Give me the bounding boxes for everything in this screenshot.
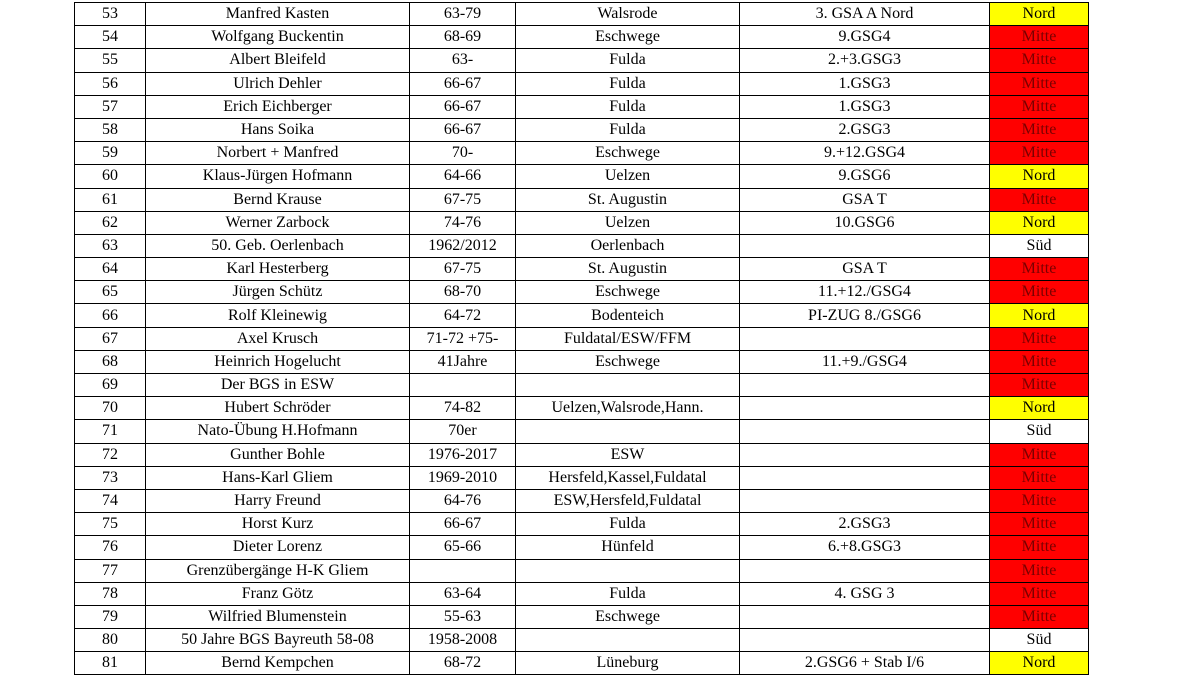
region-cell: Nord <box>990 397 1089 420</box>
years-cell: 68-70 <box>410 281 516 304</box>
row-number-cell: 73 <box>75 466 146 489</box>
unit-cell <box>740 605 990 628</box>
name-cell: Norbert + Manfred <box>146 142 410 165</box>
unit-cell <box>740 420 990 443</box>
unit-cell <box>740 629 990 652</box>
table-row <box>75 420 1089 443</box>
table-row <box>75 374 1089 397</box>
region-cell: Mitte <box>990 72 1089 95</box>
row-number-cell: 62 <box>75 211 146 234</box>
place-cell: Eschwege <box>516 281 740 304</box>
region-cell: Süd <box>990 629 1089 652</box>
years-cell: 66-67 <box>410 118 516 141</box>
table-row <box>75 26 1089 49</box>
table-row <box>75 142 1089 165</box>
table-row <box>75 582 1089 605</box>
place-cell: Bodenteich <box>516 304 740 327</box>
table-row <box>75 49 1089 72</box>
place-cell: Fulda <box>516 95 740 118</box>
name-cell: Klaus-Jürgen Hofmann <box>146 165 410 188</box>
place-cell: St. Augustin <box>516 258 740 281</box>
years-cell <box>410 374 516 397</box>
region-cell: Süd <box>990 420 1089 443</box>
years-cell: 67-75 <box>410 188 516 211</box>
years-cell: 65-66 <box>410 536 516 559</box>
years-cell: 64-72 <box>410 304 516 327</box>
region-cell: Nord <box>990 165 1089 188</box>
unit-cell: 9.GSG6 <box>740 165 990 188</box>
table-row <box>75 3 1089 26</box>
name-cell: Heinrich Hogelucht <box>146 350 410 373</box>
years-cell: 1969-2010 <box>410 466 516 489</box>
unit-cell <box>740 466 990 489</box>
name-cell: Erich Eichberger <box>146 95 410 118</box>
region-cell: Mitte <box>990 95 1089 118</box>
table-row <box>75 489 1089 512</box>
place-cell: Eschwege <box>516 142 740 165</box>
table-row <box>75 536 1089 559</box>
unit-cell <box>740 234 990 257</box>
years-cell: 68-69 <box>410 26 516 49</box>
region-cell: Nord <box>990 211 1089 234</box>
place-cell: Fulda <box>516 72 740 95</box>
region-cell: Mitte <box>990 605 1089 628</box>
name-cell: Werner Zarbock <box>146 211 410 234</box>
unit-cell: 9.GSG4 <box>740 26 990 49</box>
unit-cell <box>740 559 990 582</box>
table-row <box>75 443 1089 466</box>
place-cell: Uelzen <box>516 165 740 188</box>
years-cell: 66-67 <box>410 513 516 536</box>
years-cell: 41Jahre <box>410 350 516 373</box>
region-cell: Mitte <box>990 559 1089 582</box>
place-cell: ESW,Hersfeld,Fuldatal <box>516 489 740 512</box>
name-cell: Der BGS in ESW <box>146 374 410 397</box>
name-cell: Gunther Bohle <box>146 443 410 466</box>
name-cell: Horst Kurz <box>146 513 410 536</box>
table-body <box>75 3 1089 675</box>
region-cell: Mitte <box>990 489 1089 512</box>
table-row <box>75 559 1089 582</box>
row-number-cell: 55 <box>75 49 146 72</box>
region-cell: Mitte <box>990 142 1089 165</box>
name-cell: Nato-Übung H.Hofmann <box>146 420 410 443</box>
name-cell: Jürgen Schütz <box>146 281 410 304</box>
place-cell: Fulda <box>516 513 740 536</box>
years-cell: 68-72 <box>410 652 516 675</box>
unit-cell: 4. GSG 3 <box>740 582 990 605</box>
row-number-cell: 56 <box>75 72 146 95</box>
row-number-cell: 76 <box>75 536 146 559</box>
unit-cell: 1.GSG3 <box>740 72 990 95</box>
table-row <box>75 397 1089 420</box>
name-cell: Hans-Karl Gliem <box>146 466 410 489</box>
table-row <box>75 281 1089 304</box>
unit-cell: GSA T <box>740 258 990 281</box>
row-number-cell: 75 <box>75 513 146 536</box>
region-cell: Mitte <box>990 327 1089 350</box>
years-cell: 66-67 <box>410 95 516 118</box>
name-cell: Bernd Krause <box>146 188 410 211</box>
name-cell: Franz Götz <box>146 582 410 605</box>
table-row <box>75 304 1089 327</box>
unit-cell: 6.+8.GSG3 <box>740 536 990 559</box>
table-row <box>75 188 1089 211</box>
unit-cell: 2.+3.GSG3 <box>740 49 990 72</box>
place-cell: Eschwege <box>516 26 740 49</box>
unit-cell: 2.GSG3 <box>740 513 990 536</box>
years-cell: 1976-2017 <box>410 443 516 466</box>
name-cell: 50. Geb. Oerlenbach <box>146 234 410 257</box>
name-cell: Manfred Kasten <box>146 3 410 26</box>
place-cell: Oerlenbach <box>516 234 740 257</box>
unit-cell <box>740 489 990 512</box>
years-cell: 71-72 +75- <box>410 327 516 350</box>
row-number-cell: 79 <box>75 605 146 628</box>
name-cell: Ulrich Dehler <box>146 72 410 95</box>
name-cell: Hans Soika <box>146 118 410 141</box>
name-cell: Karl Hesterberg <box>146 258 410 281</box>
row-number-cell: 60 <box>75 165 146 188</box>
row-number-cell: 53 <box>75 3 146 26</box>
place-cell: Eschwege <box>516 350 740 373</box>
years-cell: 66-67 <box>410 72 516 95</box>
place-cell <box>516 559 740 582</box>
region-cell: Nord <box>990 3 1089 26</box>
table-row <box>75 234 1089 257</box>
table-row <box>75 513 1089 536</box>
name-cell: Dieter Lorenz <box>146 536 410 559</box>
row-number-cell: 58 <box>75 118 146 141</box>
unit-cell: 2.GSG6 + Stab I/6 <box>740 652 990 675</box>
table-row <box>75 466 1089 489</box>
years-cell: 67-75 <box>410 258 516 281</box>
place-cell: Fuldatal/ESW/FFM <box>516 327 740 350</box>
row-number-cell: 80 <box>75 629 146 652</box>
region-cell: Mitte <box>990 188 1089 211</box>
place-cell: Uelzen,Walsrode,Hann. <box>516 397 740 420</box>
name-cell: 50 Jahre BGS Bayreuth 58-08 <box>146 629 410 652</box>
row-number-cell: 71 <box>75 420 146 443</box>
region-cell: Mitte <box>990 536 1089 559</box>
region-cell: Mitte <box>990 49 1089 72</box>
region-cell: Mitte <box>990 374 1089 397</box>
table-row <box>75 652 1089 675</box>
row-number-cell: 69 <box>75 374 146 397</box>
unit-cell <box>740 397 990 420</box>
table-row <box>75 95 1089 118</box>
years-cell: 74-76 <box>410 211 516 234</box>
unit-cell: 10.GSG6 <box>740 211 990 234</box>
years-cell: 1962/2012 <box>410 234 516 257</box>
table-row <box>75 165 1089 188</box>
years-cell: 64-66 <box>410 165 516 188</box>
row-number-cell: 74 <box>75 489 146 512</box>
table-row <box>75 118 1089 141</box>
table-row <box>75 350 1089 373</box>
region-cell: Mitte <box>990 582 1089 605</box>
place-cell: Fulda <box>516 582 740 605</box>
place-cell <box>516 420 740 443</box>
years-cell: 70- <box>410 142 516 165</box>
row-number-cell: 61 <box>75 188 146 211</box>
region-cell: Nord <box>990 652 1089 675</box>
name-cell: Wilfried Blumenstein <box>146 605 410 628</box>
years-cell: 74-82 <box>410 397 516 420</box>
row-number-cell: 67 <box>75 327 146 350</box>
row-number-cell: 70 <box>75 397 146 420</box>
place-cell: Uelzen <box>516 211 740 234</box>
row-number-cell: 78 <box>75 582 146 605</box>
row-number-cell: 77 <box>75 559 146 582</box>
table-row <box>75 629 1089 652</box>
years-cell: 1958-2008 <box>410 629 516 652</box>
unit-cell: PI-ZUG 8./GSG6 <box>740 304 990 327</box>
unit-cell: 1.GSG3 <box>740 95 990 118</box>
years-cell: 63-64 <box>410 582 516 605</box>
row-number-cell: 64 <box>75 258 146 281</box>
name-cell: Grenzübergänge H-K Gliem <box>146 559 410 582</box>
name-cell: Wolfgang Buckentin <box>146 26 410 49</box>
row-number-cell: 59 <box>75 142 146 165</box>
row-number-cell: 81 <box>75 652 146 675</box>
place-cell: St. Augustin <box>516 188 740 211</box>
table-row <box>75 327 1089 350</box>
row-number-cell: 54 <box>75 26 146 49</box>
unit-cell: GSA T <box>740 188 990 211</box>
years-cell: 64-76 <box>410 489 516 512</box>
row-number-cell: 65 <box>75 281 146 304</box>
name-cell: Axel Krusch <box>146 327 410 350</box>
row-number-cell: 72 <box>75 443 146 466</box>
unit-cell: 2.GSG3 <box>740 118 990 141</box>
row-number-cell: 66 <box>75 304 146 327</box>
name-cell: Bernd Kempchen <box>146 652 410 675</box>
unit-cell: 3. GSA A Nord <box>740 3 990 26</box>
region-cell: Mitte <box>990 466 1089 489</box>
place-cell: Walsrode <box>516 3 740 26</box>
unit-cell: 11.+12./GSG4 <box>740 281 990 304</box>
unit-cell <box>740 443 990 466</box>
unit-cell: 11.+9./GSG4 <box>740 350 990 373</box>
name-cell: Rolf Kleinewig <box>146 304 410 327</box>
region-cell: Mitte <box>990 258 1089 281</box>
table-row <box>75 211 1089 234</box>
row-number-cell: 63 <box>75 234 146 257</box>
table-row <box>75 605 1089 628</box>
data-table <box>74 2 1089 675</box>
place-cell: Hünfeld <box>516 536 740 559</box>
years-cell <box>410 559 516 582</box>
unit-cell <box>740 327 990 350</box>
years-cell: 63-79 <box>410 3 516 26</box>
place-cell: Lüneburg <box>516 652 740 675</box>
place-cell: Fulda <box>516 118 740 141</box>
region-cell: Mitte <box>990 350 1089 373</box>
place-cell <box>516 629 740 652</box>
years-cell: 55-63 <box>410 605 516 628</box>
region-cell: Mitte <box>990 443 1089 466</box>
place-cell <box>516 374 740 397</box>
name-cell: Harry Freund <box>146 489 410 512</box>
region-cell: Mitte <box>990 118 1089 141</box>
years-cell: 70er <box>410 420 516 443</box>
region-cell: Mitte <box>990 281 1089 304</box>
place-cell: Eschwege <box>516 605 740 628</box>
place-cell: ESW <box>516 443 740 466</box>
years-cell: 63- <box>410 49 516 72</box>
table-row <box>75 258 1089 281</box>
region-cell: Mitte <box>990 26 1089 49</box>
name-cell: Hubert Schröder <box>146 397 410 420</box>
region-cell: Süd <box>990 234 1089 257</box>
region-cell: Nord <box>990 304 1089 327</box>
unit-cell: 9.+12.GSG4 <box>740 142 990 165</box>
table-row <box>75 72 1089 95</box>
row-number-cell: 68 <box>75 350 146 373</box>
name-cell: Albert Bleifeld <box>146 49 410 72</box>
place-cell: Fulda <box>516 49 740 72</box>
unit-cell <box>740 374 990 397</box>
region-cell: Mitte <box>990 513 1089 536</box>
place-cell: Hersfeld,Kassel,Fuldatal <box>516 466 740 489</box>
row-number-cell: 57 <box>75 95 146 118</box>
